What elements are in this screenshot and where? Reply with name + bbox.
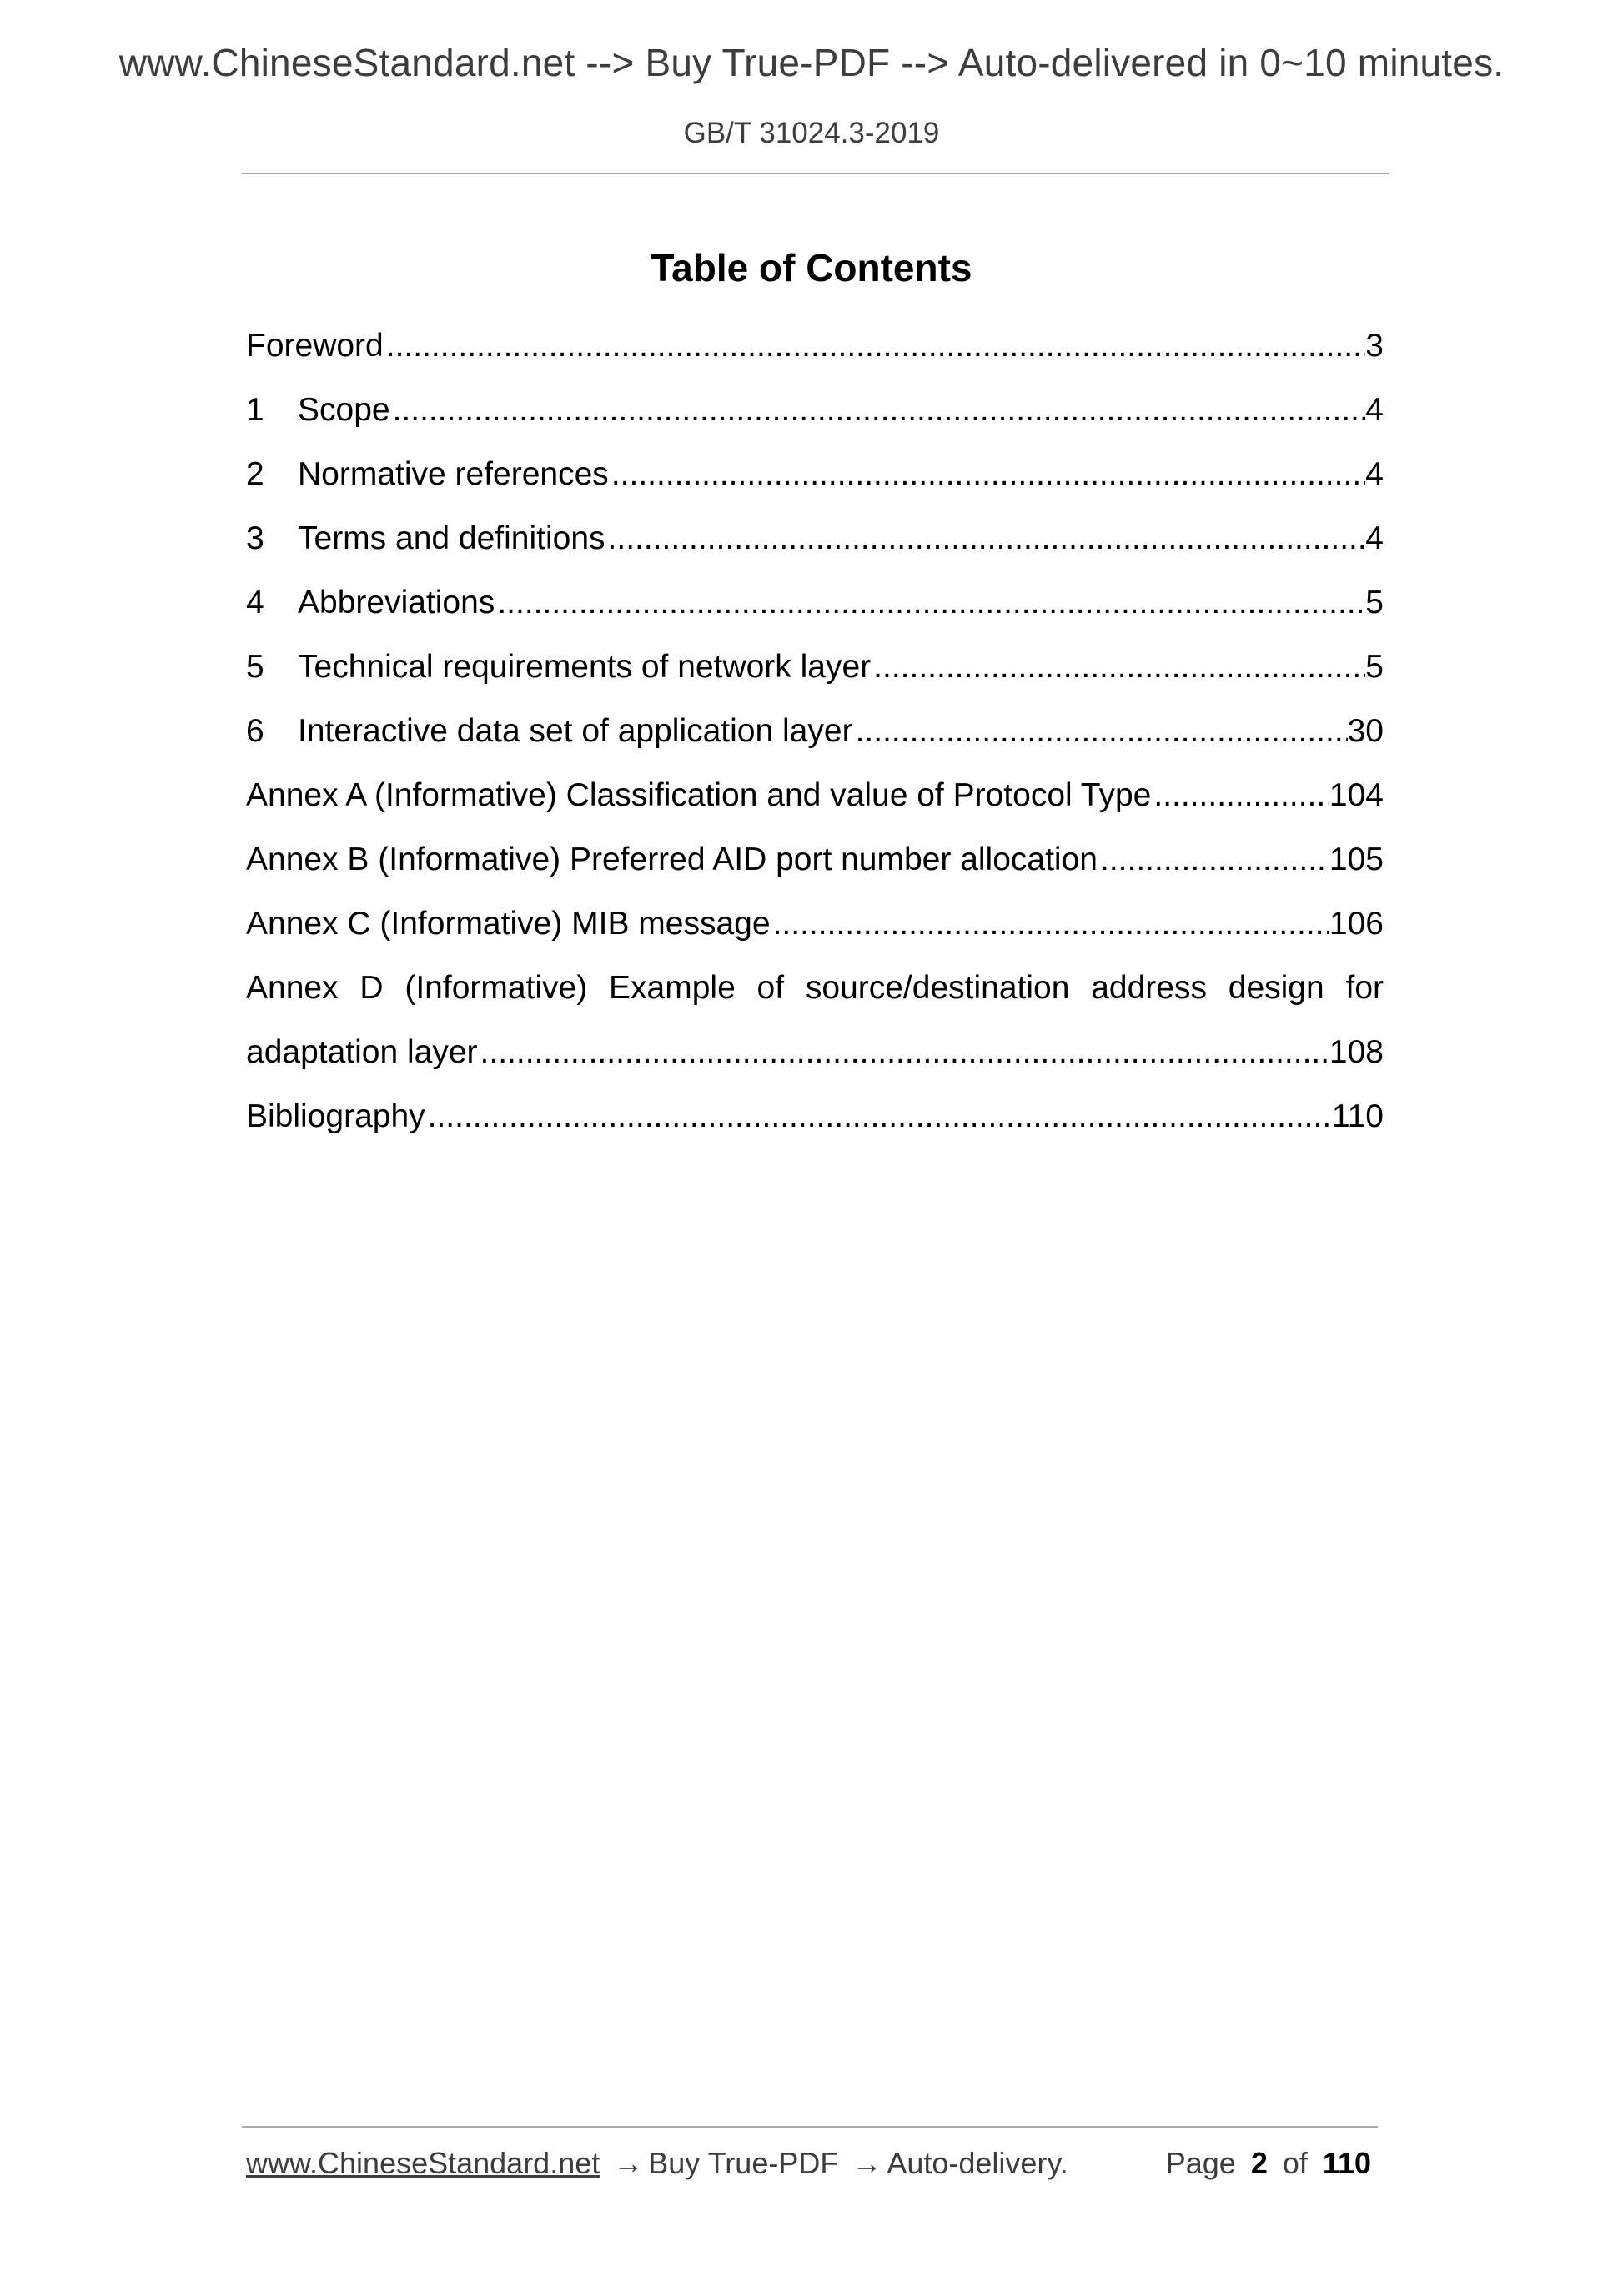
standard-code: GB/T 31024.3-2019 [683, 117, 940, 149]
buy-pdf-text: Buy True-PDF [648, 2146, 839, 2180]
toc-entry-label: Bibliography [246, 1098, 425, 1134]
dot-leader [771, 892, 1329, 956]
toc-entry-label: Annex B (Informative) Preferred AID port number allocation [246, 842, 1098, 877]
toc-entry-number: 6 [246, 713, 264, 749]
toc-entry-bibliography[interactable] [246, 1084, 1384, 1148]
toc-entry-annex-b[interactable] [246, 827, 1384, 892]
toc-entry-number: 2 [246, 456, 264, 492]
toc-entry-page: 3 [1365, 328, 1384, 364]
arrow-right-icon: → [852, 2146, 882, 2180]
toc-entry-foreword[interactable] [246, 314, 1384, 378]
toc-entry-application-layer[interactable] [246, 699, 1384, 763]
dot-leader [390, 378, 1366, 442]
toc-entry-page: 106 [1329, 906, 1384, 942]
toc-entry-annex-d-continued[interactable] [246, 1020, 1384, 1084]
footer-promo [246, 2146, 1068, 2181]
toc-entry-page: 5 [1365, 649, 1384, 685]
toc-entry-number: 4 [246, 585, 264, 620]
header-divider [242, 173, 1389, 174]
dot-leader [871, 635, 1365, 699]
site-link[interactable]: www.ChineseStandard.net [246, 2146, 600, 2180]
toc-entry-number: 5 [246, 649, 264, 685]
dot-leader [384, 314, 1366, 378]
toc-entry-scope[interactable] [246, 378, 1384, 442]
toc-entry-page: 4 [1365, 456, 1384, 492]
dot-leader [1151, 763, 1329, 827]
dot-leader [478, 1020, 1329, 1084]
dot-leader [1098, 827, 1329, 892]
toc-entry-label: Abbreviations [298, 585, 495, 620]
toc-entry-page: 110 [1331, 1098, 1384, 1134]
dot-leader [495, 570, 1365, 635]
toc-entry-label: Foreword [246, 328, 384, 364]
toc-entry-annex-d[interactable] [246, 956, 1384, 1020]
toc-entry-page: 105 [1329, 842, 1384, 877]
toc-entry-page: 108 [1329, 1034, 1384, 1070]
page-indicator [1166, 2146, 1378, 2181]
page-word: Page [1165, 2146, 1236, 2180]
current-page-number: 2 [1250, 2146, 1268, 2180]
page-footer [246, 2146, 1378, 2188]
toc-entry-label: Annex C (Informative) MIB message [246, 906, 771, 942]
toc-entry-page: 4 [1365, 392, 1384, 428]
toc-entry-annex-a[interactable] [246, 763, 1384, 827]
total-pages-number: 110 [1322, 2146, 1371, 2180]
toc-entry-label: Technical requirements of network layer [298, 649, 872, 685]
toc-entry-page: 4 [1365, 520, 1384, 556]
footer-divider [242, 2126, 1378, 2128]
toc-entry-normative-references[interactable] [246, 442, 1384, 506]
toc-entry-page: 5 [1365, 585, 1384, 620]
toc-entry-label: adaptation layer [246, 1034, 478, 1070]
toc-entry-label: Interactive data set of application layer [298, 713, 853, 749]
toc-entry-label: Annex A (Informative) Classification and value of Protocol Type [246, 777, 1152, 813]
dot-leader [853, 699, 1348, 763]
dot-leader [605, 506, 1366, 570]
toc-entry-terms-and-definitions[interactable] [246, 506, 1384, 570]
toc-entry-label: Terms and definitions [298, 520, 605, 556]
site-banner: www.ChineseStandard.net --> Buy True-PDF --> Auto-delivered in 0~10 minutes. [118, 41, 1505, 84]
toc-entry-label: Annex D (Informative) Example of source/destination address design for [246, 970, 1384, 1006]
toc-entry-annex-c[interactable] [246, 892, 1384, 956]
toc-entry-page: 30 [1347, 713, 1384, 749]
toc-entry-number: 1 [246, 392, 264, 428]
dot-leader [609, 442, 1365, 506]
table-of-contents [246, 314, 1384, 1148]
toc-entry-label: Normative references [298, 456, 609, 492]
arrow-right-icon: → [613, 2146, 644, 2180]
dot-leader [425, 1084, 1332, 1148]
auto-delivery-text: Auto-delivery. [887, 2146, 1068, 2180]
toc-entry-label: Scope [298, 392, 390, 428]
toc-entry-network-layer[interactable] [246, 635, 1384, 699]
toc-entry-number: 3 [246, 520, 264, 556]
of-word: of [1282, 2146, 1308, 2180]
toc-entry-abbreviations[interactable] [246, 570, 1384, 635]
toc-title: Table of Contents [651, 246, 972, 289]
toc-entry-page: 104 [1329, 777, 1384, 813]
